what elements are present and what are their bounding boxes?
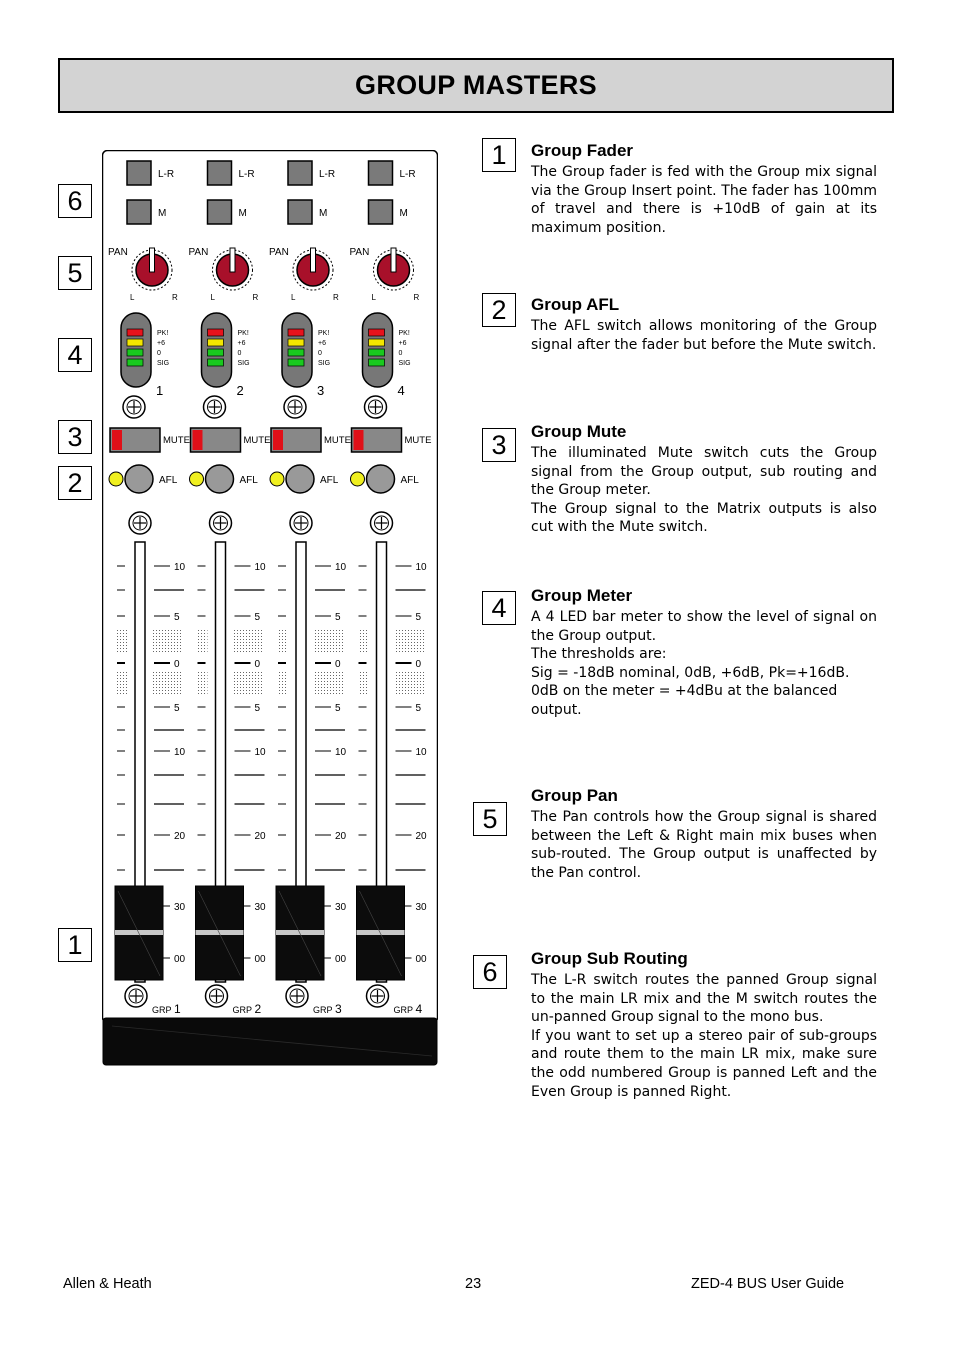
section-paragraph: The Pan controls how the Group signal is shared between the Left & Right main mix buses when sub-routed. The Group output is unaffected by the Pan control. xyxy=(531,809,877,881)
pan-knob-pointer xyxy=(311,248,316,272)
scale-label: 00 xyxy=(254,954,266,965)
scale-label: 00 xyxy=(174,954,186,965)
callout-right-5: 5 xyxy=(473,802,507,836)
meter-label: +6 xyxy=(157,340,165,347)
section-paragraph: The Group fader is fed with the Group mix signal via the Group Insert point. The fader has 100mm of travel and there is +10dB of gain at its maximum position. xyxy=(531,164,877,236)
section-paragraph: 0dB on the meter = +4dBu at the balanced output. xyxy=(531,683,838,718)
meter-led-3 xyxy=(369,359,385,366)
section-group-meter xyxy=(531,586,877,720)
afl-label: AFL xyxy=(159,475,178,486)
lr-switch-4[interactable] xyxy=(369,161,393,185)
section-paragraph: The L-R switch routes the panned Group signal to the main LR mix and the M switch routes the un-panned Group signal to the mono bus. xyxy=(531,972,877,1026)
meter-led-0 xyxy=(288,329,304,336)
meter-label: 0 xyxy=(237,350,242,357)
meter-label: PK! xyxy=(237,330,249,337)
scale-label: 5 xyxy=(415,612,422,623)
section-heading: Group Mute xyxy=(531,422,627,441)
fader-cap-line xyxy=(196,930,244,935)
m-switch-4[interactable] xyxy=(369,200,393,224)
scale-dots-left xyxy=(117,630,127,654)
grp-number: 4 xyxy=(415,1002,423,1016)
scale-label: 0 xyxy=(174,659,180,670)
afl-label: AFL xyxy=(239,475,258,486)
scale-dots-left xyxy=(359,630,369,654)
pan-label: PAN xyxy=(188,247,209,258)
meter-led-2 xyxy=(369,349,385,356)
scale-label: 00 xyxy=(415,954,427,965)
scale-label: 5 xyxy=(335,703,341,714)
lr-switch-label: L-R xyxy=(319,169,336,180)
scale-label: 10 xyxy=(415,562,427,573)
scale-dots-left xyxy=(198,672,208,696)
scale-label: 20 xyxy=(335,831,347,842)
page-title: GROUP MASTERS xyxy=(355,70,597,100)
scale-dots-right xyxy=(153,630,183,654)
m-switch-label: M xyxy=(158,208,167,219)
meter-label: SIG xyxy=(318,360,331,367)
afl-switch-4[interactable] xyxy=(367,465,395,493)
meter-led-0 xyxy=(369,329,385,336)
meter-led-1 xyxy=(208,339,224,346)
pan-right-label: R xyxy=(333,293,339,302)
scale-label: 5 xyxy=(335,612,341,623)
meter-label: +6 xyxy=(318,340,326,347)
lr-switch-label: L-R xyxy=(238,169,255,180)
meter-led-0 xyxy=(208,329,224,336)
meter-led-3 xyxy=(288,359,304,366)
callout-left-3: 3 xyxy=(58,420,92,454)
scale-label: 00 xyxy=(335,954,347,965)
section-paragraph: The Group signal to the Matrix outputs is also cut with the Mute switch. xyxy=(531,500,877,536)
callout-left-4: 4 xyxy=(58,338,92,372)
pan-right-label: R xyxy=(413,293,420,302)
group-masters-panel xyxy=(102,150,438,1066)
scale-dots-right xyxy=(395,630,425,654)
meter-label: +6 xyxy=(237,340,246,347)
scale-label: 10 xyxy=(174,562,186,573)
meter-label: 0 xyxy=(398,350,403,357)
scale-dots-right xyxy=(314,672,344,696)
afl-led-2 xyxy=(190,472,204,486)
meter-led-3 xyxy=(127,359,143,366)
section-paragraph: The thresholds are: xyxy=(531,646,667,663)
afl-led-1 xyxy=(109,472,123,486)
scale-label: 5 xyxy=(254,612,261,623)
meter-label: PK! xyxy=(157,330,169,337)
section-heading: Group Pan xyxy=(531,786,618,805)
section-heading: Group Meter xyxy=(531,586,633,605)
scale-dots-right xyxy=(395,672,425,696)
scale-dots-right xyxy=(234,672,264,696)
pan-knob-pointer xyxy=(391,248,396,272)
scale-label: 20 xyxy=(415,831,427,842)
fader-cap-line xyxy=(276,930,324,935)
scale-label: 0 xyxy=(335,659,341,670)
afl-switch-1[interactable] xyxy=(125,465,153,493)
section-group-mute xyxy=(531,422,877,537)
scale-label: 30 xyxy=(254,902,266,913)
grp-label: GRP xyxy=(152,1005,172,1015)
lr-switch-3[interactable] xyxy=(288,161,312,185)
meter-label: SIG xyxy=(157,360,170,367)
scale-label: 20 xyxy=(174,831,186,842)
scale-dots-left xyxy=(198,630,208,654)
meter-label: 0 xyxy=(318,350,322,357)
pan-label: PAN xyxy=(269,247,289,258)
section-paragraph: A 4 LED bar meter to show the level of signal on the Group output. xyxy=(531,609,877,644)
callout-right-2: 2 xyxy=(482,293,516,327)
afl-switch-3[interactable] xyxy=(286,465,314,493)
scale-dots-right xyxy=(153,672,183,696)
mute-label: MUTE xyxy=(404,435,432,446)
meter-label: PK! xyxy=(318,330,330,337)
callout-right-1: 1 xyxy=(482,138,516,172)
m-switch-label: M xyxy=(238,208,247,219)
afl-label: AFL xyxy=(320,475,339,486)
scale-label: 20 xyxy=(254,831,266,842)
section-heading: Group Sub Routing xyxy=(531,949,688,968)
section-group-sub-routing xyxy=(531,949,877,1101)
scale-label: 5 xyxy=(415,703,422,714)
meter-label: 0 xyxy=(157,350,161,357)
pan-label: PAN xyxy=(108,247,128,258)
afl-led-3 xyxy=(270,472,284,486)
section-paragraph: Sig = -18dB nominal, 0dB, +6dB, Pk=+16dB. xyxy=(531,664,850,681)
section-paragraph: The illuminated Mute switch cuts the Group signal from the Group output, sub routing and the Group meter. xyxy=(531,445,877,499)
pan-right-label: R xyxy=(252,293,259,302)
footer-left: Allen & Heath xyxy=(63,1276,152,1292)
grp-number: 1 xyxy=(174,1002,181,1016)
scale-dots-left xyxy=(359,672,369,696)
fader-cap-line xyxy=(115,930,163,935)
meter-led-1 xyxy=(288,339,304,346)
channel-number: 2 xyxy=(236,383,244,398)
scale-label: 10 xyxy=(174,747,186,758)
scale-label: 0 xyxy=(254,659,261,670)
callout-right-4: 4 xyxy=(482,591,516,625)
m-switch-1[interactable] xyxy=(127,200,151,224)
grp-label: GRP xyxy=(313,1005,333,1015)
meter-led-2 xyxy=(127,349,143,356)
callout-left-5: 5 xyxy=(58,256,92,290)
meter-led-2 xyxy=(208,349,224,356)
scale-label: 10 xyxy=(335,747,347,758)
meter-led-3 xyxy=(208,359,224,366)
scale-dots-right xyxy=(234,630,264,654)
meter-label: +6 xyxy=(398,340,407,347)
mute-label: MUTE xyxy=(243,435,271,446)
scale-dots-left xyxy=(117,672,127,696)
section-group-fader xyxy=(531,141,877,237)
mute-label: MUTE xyxy=(163,435,190,446)
section-heading: Group AFL xyxy=(531,295,620,314)
mute-switch-led xyxy=(193,430,203,450)
meter-led-1 xyxy=(369,339,385,346)
footer-right: ZED-4 BUS User Guide xyxy=(691,1276,845,1292)
scale-label: 10 xyxy=(415,747,427,758)
scale-label: 10 xyxy=(254,562,266,573)
section-heading: Group Fader xyxy=(531,141,634,160)
page-title-box xyxy=(58,58,894,113)
scale-dots-left xyxy=(278,672,288,696)
pan-left-label: L xyxy=(291,293,296,302)
pan-left-label: L xyxy=(130,293,135,302)
scale-label: 30 xyxy=(415,902,427,913)
footer-page-number: 23 xyxy=(465,1276,482,1292)
pan-right-label: R xyxy=(172,293,178,302)
scale-label: 5 xyxy=(254,703,261,714)
m-switch-3[interactable] xyxy=(288,200,312,224)
meter-label: SIG xyxy=(398,360,411,367)
lr-switch-label: L-R xyxy=(399,169,416,180)
channel-number: 1 xyxy=(156,383,164,398)
mute-switch-led xyxy=(354,430,364,450)
scale-label: 5 xyxy=(174,612,180,623)
meter-led-1 xyxy=(127,339,143,346)
meter-led-0 xyxy=(127,329,143,336)
scale-label: 5 xyxy=(174,703,180,714)
callout-left-2: 2 xyxy=(58,466,92,500)
mute-label: MUTE xyxy=(324,435,351,446)
meter-label: SIG xyxy=(237,360,250,367)
callout-right-3: 3 xyxy=(482,428,516,462)
afl-switch-2[interactable] xyxy=(206,465,234,493)
panel-base xyxy=(103,1018,437,1065)
lr-switch-2[interactable] xyxy=(208,161,232,185)
afl-label: AFL xyxy=(400,475,419,486)
grp-label: GRP xyxy=(393,1005,414,1015)
grp-number: 2 xyxy=(254,1002,262,1016)
scale-label: 10 xyxy=(254,747,266,758)
scale-label: 10 xyxy=(335,562,347,573)
section-group-pan xyxy=(531,786,877,882)
pan-left-label: L xyxy=(371,293,376,302)
section-group-afl xyxy=(531,295,877,354)
pan-knob-pointer xyxy=(230,248,235,272)
section-paragraph: The AFL switch allows monitoring of the Group signal after the fader but before the Mute switch. xyxy=(531,318,877,353)
afl-led-4 xyxy=(351,472,365,486)
scale-label: 30 xyxy=(335,902,347,913)
m-switch-label: M xyxy=(399,208,408,219)
fader-cap-line xyxy=(357,930,405,935)
mute-switch-led xyxy=(273,430,283,450)
pan-label: PAN xyxy=(349,247,370,258)
grp-number: 3 xyxy=(335,1002,342,1016)
callout-left-6: 6 xyxy=(58,184,92,218)
section-paragraph: If you want to set up a stereo pair of sub-groups and route them to the main LR mix, make sure the odd numbered Group is panned Left and the Even Group is panned Right. xyxy=(531,1027,877,1100)
scale-dots-right xyxy=(314,630,344,654)
meter-label: PK! xyxy=(398,330,410,337)
scale-label: 0 xyxy=(415,659,422,670)
callout-left-1: 1 xyxy=(58,928,92,962)
m-switch-label: M xyxy=(319,208,328,219)
scale-dots-left xyxy=(278,630,288,654)
scale-label: 30 xyxy=(174,902,186,913)
pan-knob-pointer xyxy=(150,248,155,272)
m-switch-2[interactable] xyxy=(208,200,232,224)
meter-led-2 xyxy=(288,349,304,356)
channel-number: 3 xyxy=(317,383,325,398)
pan-left-label: L xyxy=(210,293,215,302)
mute-switch-led xyxy=(112,430,122,450)
grp-label: GRP xyxy=(232,1005,253,1015)
lr-switch-1[interactable] xyxy=(127,161,151,185)
lr-switch-label: L-R xyxy=(158,169,175,180)
callout-right-6: 6 xyxy=(473,955,507,989)
channel-number: 4 xyxy=(397,383,405,398)
